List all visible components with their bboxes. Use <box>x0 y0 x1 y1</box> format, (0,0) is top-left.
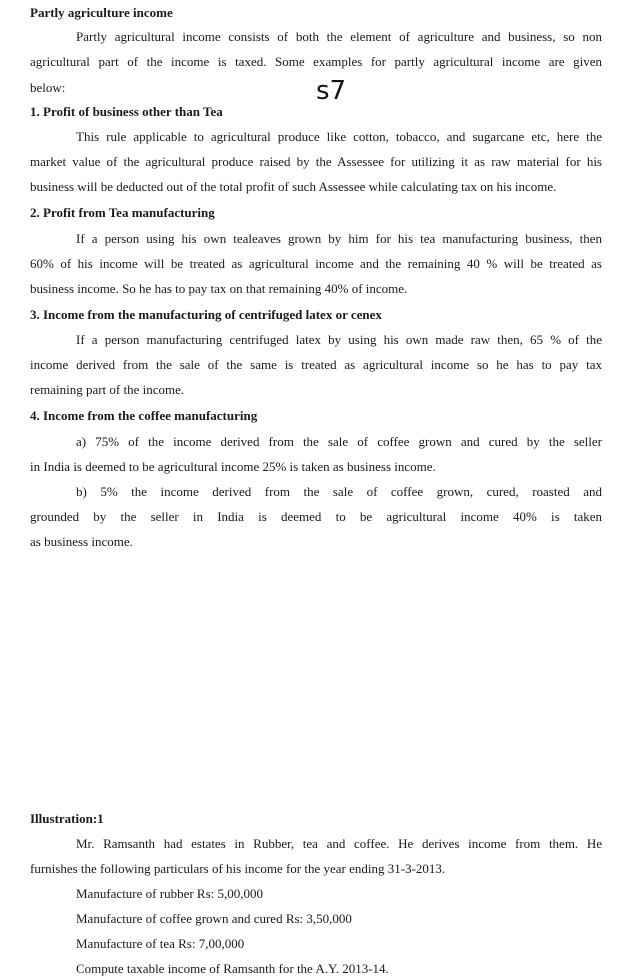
section-4-title: 4. Income from the coffee manufacturing <box>30 408 258 423</box>
section-2-line-1: If a person using his own tealeaves grown by him for his tea manufacturing business, then <box>76 231 602 246</box>
intro-line-2: agricultural part of the income is taxed. Some examples for partly agricultural income are given <box>30 54 602 69</box>
illustration-line-1: Mr. Ramsanth had estates in Rubber, tea and coffee. He derives income from them. He <box>76 836 602 851</box>
illustration-item: Manufacture of coffee grown and cured Rs: 3,50,000 <box>76 911 352 926</box>
section-4-b-line-3: as business income. <box>30 534 133 549</box>
section-3-line-3: remaining part of the income. <box>30 382 185 397</box>
illustration-line-2: furnishes the following particulars of his income for the year ending 31-3-2013. <box>30 861 446 876</box>
illustration-item: Manufacture of tea Rs: 7,00,000 <box>76 936 245 951</box>
section-1-line-1: This rule applicable to agricultural produce like cotton, tobacco, and sugarcane etc, here the <box>76 129 602 144</box>
section-3-title: 3. Income from the manufacturing of centrifuged latex or cenex <box>30 307 382 322</box>
section-1-title: 1. Profit of business other than Tea <box>30 104 223 119</box>
section-2-title: 2. Profit from Tea manufacturing <box>30 205 215 220</box>
section-1-line-2: market value of the agricultural produce raised by the Assessee for utilizing it as raw material for his <box>30 154 602 169</box>
intro-line-1: Partly agricultural income consists of both the element of agriculture and business, so non <box>76 29 602 44</box>
heading: Partly agriculture income <box>30 5 173 20</box>
section-4-b-line-1: b) 5% the income derived from the sale of coffee grown, cured, roasted and <box>76 484 602 499</box>
section-2-line-2: 60% of his income will be treated as agricultural income and the remaining 40 % will be treated as <box>30 256 602 271</box>
illustration-item: Compute taxable income of Ramsanth for the A.Y. 2013-14. <box>76 961 389 976</box>
handwritten-note: s7 <box>316 76 347 106</box>
section-4-b-line-2: grounded by the seller in India is deemed to be agricultural income 40% is taken <box>30 509 602 524</box>
section-3-line-1: If a person manufacturing centrifuged latex by using his own made raw then, 65 % of the <box>76 332 602 347</box>
section-4-a-line-2: in India is deemed to be agricultural income 25% is taken as business income. <box>30 459 436 474</box>
section-2-line-3: business income. So he has to pay tax on that remaining 40% of income. <box>30 281 408 296</box>
illustration-title: Illustration:1 <box>30 811 104 826</box>
section-1-line-3: business will be deducted out of the total profit of such Assessee while calculating tax on his income. <box>30 179 557 194</box>
illustration-item: Manufacture of rubber Rs: 5,00,000 <box>76 886 264 901</box>
intro-line-3: below: <box>30 80 66 95</box>
section-3-line-2: income derived from the sale of the same is treated as agricultural income so he has to pay tax <box>30 357 602 372</box>
section-4-a-line-1: a) 75% of the income derived from the sale of coffee grown and cured by the seller <box>76 434 602 449</box>
